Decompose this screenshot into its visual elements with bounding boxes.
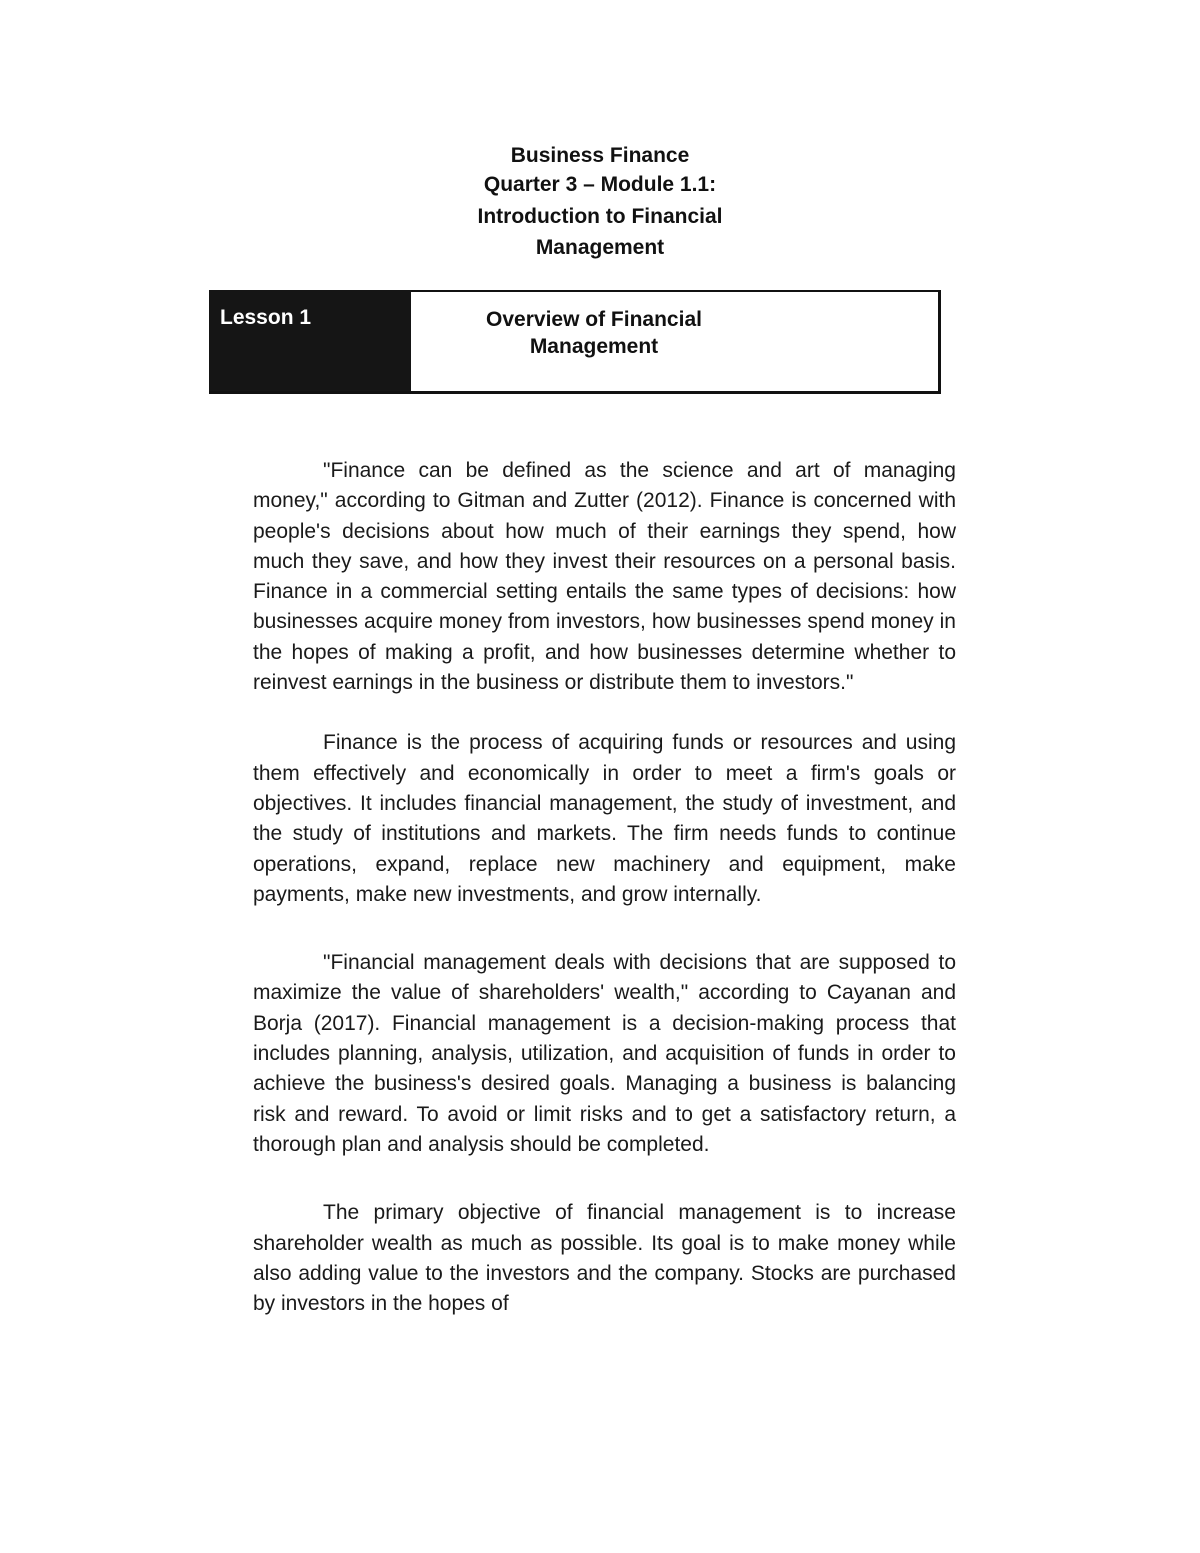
lesson-title-line-2: Management <box>529 335 659 358</box>
paragraph-financial-management: "Financial management deals with decisions that are supposed to maximize the value of shareholders' wealth," according to Cayanan and Borja (2017). Financial management is a decision-making process that includes planning, analysis, utilization, and acquisition of funds in order to achieve the business's desired goals. Managing a business is balancing risk and reward. To avoid or limit risks and to get a satisfactory return, a thorough plan and analysis should be completed. <box>253 951 956 1156</box>
paragraph-finance-process: Finance is the process of acquiring funds or resources and using them effectively and economically in order to meet a firm's goals or objectives. It includes financial management, the study of investment, and the study of institutions and markets. The firm needs funds to continue operations, expand, replace new machinery and equipment, make payments, make new investments, and grow internally. <box>253 731 956 906</box>
lesson-title-cell <box>411 290 941 391</box>
subject-title: Business Finance <box>510 144 690 167</box>
module-title-line-1: Introduction to Financial <box>477 205 723 228</box>
lesson-number-cell <box>209 290 411 391</box>
document-header <box>0 142 1200 264</box>
module-title-line-2: Management <box>535 236 665 259</box>
lesson-banner <box>209 290 941 394</box>
module-label: Quarter 3 – Module 1.1: <box>483 173 717 196</box>
lesson-title-line-1: Overview of Financial <box>486 308 702 331</box>
lesson-label: Lesson 1 <box>220 306 312 329</box>
lesson-body <box>253 456 956 1319</box>
paragraph-finance-definition: "Finance can be defined as the science and art of managing money," according to Gitman and Zutter (2012). Finance is concerned with people's decisions about how much of their earnings they spend, how much they save, and how they invest their resources on a personal basis. Finance in a commercial setting entails the same types of decisions: how businesses acquire money from investors, how businesses spend money in the hopes of making a profit, and how businesses determine whether to reinvest earnings in the business or distribute them to investors." <box>253 459 956 695</box>
lesson-title <box>411 306 777 360</box>
paragraph-primary-objective: The primary objective of financial management is to increase shareholder wealth as much as possible. Its goal is to make money while also adding value to the investors and the company. Stocks are purchased by investors in the hopes of <box>253 1201 956 1316</box>
